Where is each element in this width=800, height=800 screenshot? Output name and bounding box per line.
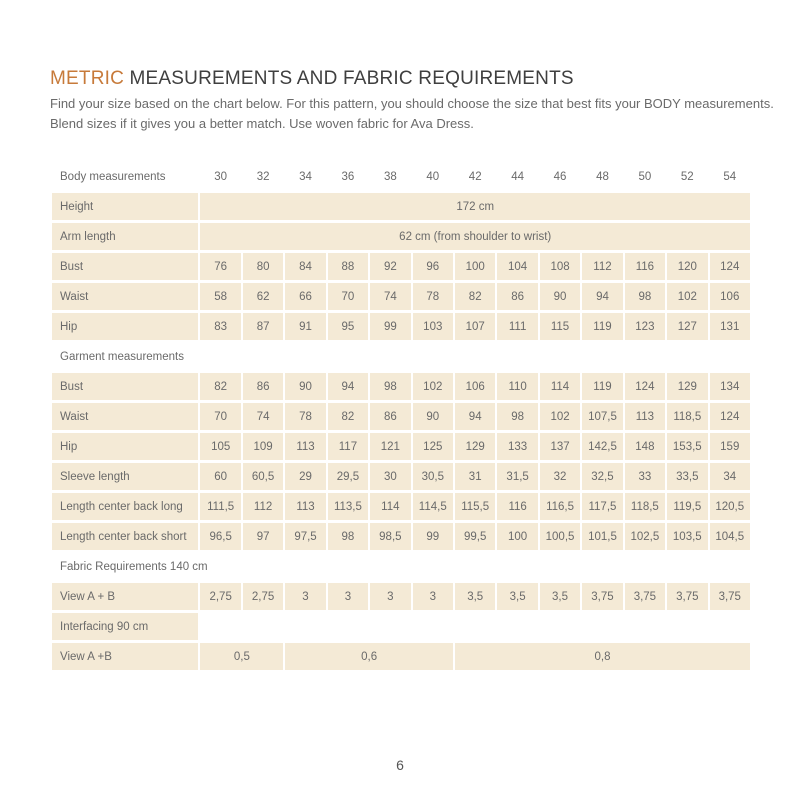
table-cell: 80 [243, 253, 283, 280]
table-cell: 127 [667, 313, 707, 340]
table-cell: 98 [625, 283, 665, 310]
page-title [50, 68, 574, 90]
table-cell: 3,75 [667, 583, 707, 610]
table-cell: 109 [243, 433, 283, 460]
table-cell: 101,5 [582, 523, 622, 550]
table-cell: 119 [582, 313, 622, 340]
arm-length-row [52, 223, 750, 250]
row-label: Hip [52, 313, 198, 340]
table-cell: 119,5 [667, 493, 707, 520]
size-header: 38 [383, 170, 397, 183]
table-cell: 3 [328, 583, 368, 610]
table-cell: 97 [243, 523, 283, 550]
page-number: 6 [396, 757, 404, 773]
table-cell: 117 [328, 433, 368, 460]
interfacing-value: 0,6 [285, 643, 453, 670]
table-cell: 118,5 [667, 403, 707, 430]
body-bust-row [52, 253, 750, 280]
garment-bust-row [52, 373, 750, 400]
table-cell: 129 [455, 433, 495, 460]
size-header: 54 [723, 170, 737, 183]
table-cell: 124 [710, 253, 750, 280]
table-cell: 92 [370, 253, 410, 280]
table-cell: 114,5 [413, 493, 453, 520]
size-header: 40 [426, 170, 440, 183]
table-cell: 82 [200, 373, 240, 400]
table-cell: 113 [285, 493, 325, 520]
table-cell: 70 [328, 283, 368, 310]
table-cell: 3,75 [710, 583, 750, 610]
table-cell: 62 [243, 283, 283, 310]
table-cell: 153,5 [667, 433, 707, 460]
table-cell: 94 [455, 403, 495, 430]
table-cell: 121 [370, 433, 410, 460]
row-label: Hip [52, 433, 198, 460]
table-cell: 106 [455, 373, 495, 400]
table-cell: 3 [413, 583, 453, 610]
table-cell: 3 [370, 583, 410, 610]
table-cell: 124 [710, 403, 750, 430]
sleeve-length-row [52, 463, 750, 490]
table-cell: 94 [582, 283, 622, 310]
table-cell: 90 [285, 373, 325, 400]
table-cell: 82 [328, 403, 368, 430]
table-cell: 29,5 [328, 463, 368, 490]
table-cell: 74 [370, 283, 410, 310]
table-cell: 88 [328, 253, 368, 280]
table-cell: 115,5 [455, 493, 495, 520]
table-cell: 119 [582, 373, 622, 400]
table-cell: 107,5 [582, 403, 622, 430]
section-label-fabric: Fabric Requirements 140 cm [60, 560, 208, 573]
table-cell: 31 [455, 463, 495, 490]
table-cell: 123 [625, 313, 665, 340]
table-cell: 116,5 [540, 493, 580, 520]
table-cell: 111 [497, 313, 537, 340]
body-waist-row [52, 283, 750, 310]
row-label: View A + B [52, 583, 198, 610]
size-header: 34 [299, 170, 312, 183]
height-value: 172 cm [200, 193, 750, 220]
section-label-interfacing: Interfacing 90 cm [52, 613, 198, 640]
section-label-garment: Garment measurements [60, 350, 184, 363]
table-cell: 108 [540, 253, 580, 280]
size-header: 48 [596, 170, 609, 183]
table-cell: 3,5 [497, 583, 537, 610]
table-cell: 102,5 [625, 523, 665, 550]
length-long-row [52, 493, 750, 520]
garment-waist-row [52, 403, 750, 430]
intro-line-2: Blend sizes if it gives you a better match. Use woven fabric for Ava Dress. [50, 116, 474, 131]
table-cell: 3,5 [455, 583, 495, 610]
table-cell: 100 [497, 523, 537, 550]
table-cell: 120,5 [710, 493, 750, 520]
interfacing-value: 0,5 [200, 643, 283, 670]
table-cell: 104,5 [710, 523, 750, 550]
table-cell: 29 [285, 463, 325, 490]
table-cell: 113 [625, 403, 665, 430]
title-accent: METRIC [50, 68, 125, 89]
table-cell: 125 [413, 433, 453, 460]
table-cell: 74 [243, 403, 283, 430]
table-cell: 98 [328, 523, 368, 550]
row-label: Arm length [52, 223, 198, 250]
fabric-section-row [52, 553, 750, 580]
size-header: 44 [511, 170, 525, 183]
table-cell: 76 [200, 253, 240, 280]
table-cell: 95 [328, 313, 368, 340]
table-cell: 33,5 [667, 463, 707, 490]
table-cell: 106 [710, 283, 750, 310]
size-header: 30 [214, 170, 228, 183]
table-cell: 90 [540, 283, 580, 310]
table-cell: 105 [200, 433, 240, 460]
table-cell: 3,5 [540, 583, 580, 610]
table-cell: 90 [413, 403, 453, 430]
table-cell: 99 [413, 523, 453, 550]
table-cell: 113,5 [328, 493, 368, 520]
table-cell: 116 [625, 253, 665, 280]
table-cell: 159 [710, 433, 750, 460]
table-cell: 70 [200, 403, 240, 430]
table-cell: 91 [285, 313, 325, 340]
table-cell: 3,75 [625, 583, 665, 610]
intro-text [50, 94, 774, 134]
table-cell: 129 [667, 373, 707, 400]
table-cell: 3,75 [582, 583, 622, 610]
height-row [52, 193, 750, 220]
table-cell: 2,75 [200, 583, 240, 610]
table-cell: 124 [625, 373, 665, 400]
table-cell: 99,5 [455, 523, 495, 550]
table-cell: 102 [413, 373, 453, 400]
length-short-row [52, 523, 750, 550]
table-cell: 102 [667, 283, 707, 310]
table-cell: 142,5 [582, 433, 622, 460]
row-label: Length center back long [52, 493, 198, 520]
table-cell: 96,5 [200, 523, 240, 550]
table-cell: 134 [710, 373, 750, 400]
table-cell: 112 [243, 493, 283, 520]
table-cell: 78 [413, 283, 453, 310]
table-cell: 98,5 [370, 523, 410, 550]
table-cell: 32 [540, 463, 580, 490]
table-cell: 148 [625, 433, 665, 460]
table-cell: 107 [455, 313, 495, 340]
fabric-view-row [52, 583, 750, 610]
size-header: 36 [341, 170, 355, 183]
row-label: Bust [52, 253, 198, 280]
table-cell: 30,5 [413, 463, 453, 490]
table-cell: 133 [497, 433, 537, 460]
table-cell: 30 [370, 463, 410, 490]
table-cell: 114 [370, 493, 410, 520]
row-label: Length center back short [52, 523, 198, 550]
row-label: Height [52, 193, 198, 220]
row-label: View A +B [52, 643, 198, 670]
table-cell: 32,5 [582, 463, 622, 490]
table-cell: 86 [370, 403, 410, 430]
table-cell: 131 [710, 313, 750, 340]
table-cell: 94 [328, 373, 368, 400]
table-cell: 86 [497, 283, 537, 310]
body-hip-row [52, 313, 750, 340]
row-label: Waist [52, 403, 198, 430]
table-cell: 87 [243, 313, 283, 340]
table-cell: 98 [370, 373, 410, 400]
size-header: 52 [680, 170, 694, 183]
table-cell: 114 [540, 373, 580, 400]
table-cell: 99 [370, 313, 410, 340]
table-cell: 84 [285, 253, 325, 280]
table-cell: 115 [540, 313, 580, 340]
row-label: Bust [52, 373, 198, 400]
intro-line-1: Find your size based on the chart below. For this pattern, you should choose the size that best fits your BODY measurements. [50, 96, 774, 111]
interfacing-section-row [52, 613, 750, 640]
row-label: Sleeve length [52, 463, 198, 490]
interfacing-value: 0,8 [455, 643, 750, 670]
size-chart [50, 160, 752, 673]
size-header: 32 [256, 170, 270, 183]
table-cell: 33 [625, 463, 665, 490]
header-row [52, 163, 750, 190]
table-cell: 100 [455, 253, 495, 280]
table-cell: 2,75 [243, 583, 283, 610]
table-cell: 96 [413, 253, 453, 280]
table-cell: 86 [243, 373, 283, 400]
size-header: 42 [468, 170, 482, 183]
table-cell: 118,5 [625, 493, 665, 520]
table-cell: 31,5 [497, 463, 537, 490]
table-cell: 120 [667, 253, 707, 280]
size-header: 46 [553, 170, 567, 183]
table-cell: 137 [540, 433, 580, 460]
garment-hip-row [52, 433, 750, 460]
table-cell: 83 [200, 313, 240, 340]
table-cell: 97,5 [285, 523, 325, 550]
table-cell: 117,5 [582, 493, 622, 520]
table-cell: 110 [497, 373, 537, 400]
table-cell: 113 [285, 433, 325, 460]
table-cell: 82 [455, 283, 495, 310]
interfacing-view-row [52, 643, 750, 670]
table-cell: 98 [497, 403, 537, 430]
table-cell: 60 [200, 463, 240, 490]
size-header: 50 [638, 170, 652, 183]
row-label: Waist [52, 283, 198, 310]
garment-section-row [52, 343, 750, 370]
empty-cell [200, 613, 750, 640]
table-cell: 78 [285, 403, 325, 430]
table-cell: 103 [413, 313, 453, 340]
table-cell: 60,5 [243, 463, 283, 490]
table-cell: 104 [497, 253, 537, 280]
table-cell: 58 [200, 283, 240, 310]
table-cell: 116 [497, 493, 537, 520]
table-cell: 111,5 [200, 493, 240, 520]
table-cell: 102 [540, 403, 580, 430]
table-cell: 66 [285, 283, 325, 310]
title-rest: MEASUREMENTS AND FABRIC REQUIREMENTS [124, 68, 574, 89]
table-cell: 34 [710, 463, 750, 490]
arm-length-value: 62 cm (from shoulder to wrist) [200, 223, 750, 250]
table-cell: 112 [582, 253, 622, 280]
section-label-body: Body measurements [60, 170, 166, 183]
table-cell: 3 [285, 583, 325, 610]
table-cell: 103,5 [667, 523, 707, 550]
table-cell: 100,5 [540, 523, 580, 550]
